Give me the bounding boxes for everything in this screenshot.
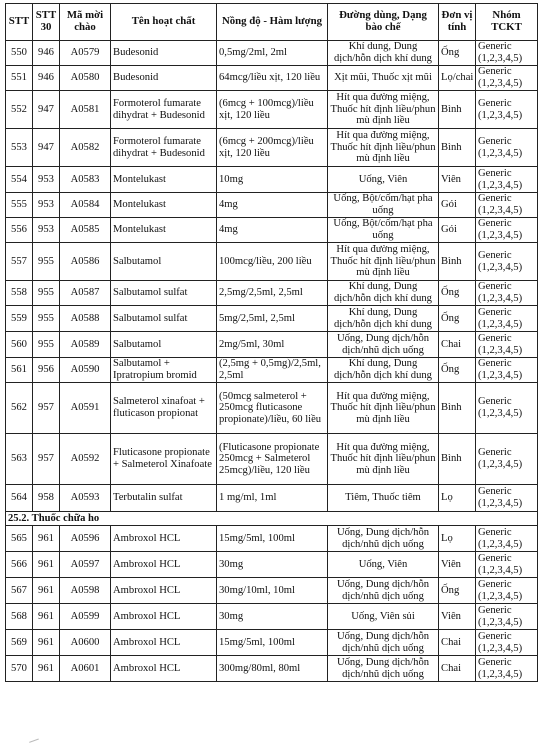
- cell-stt30: 961: [33, 604, 60, 630]
- cell-name: Salbutamol: [111, 332, 217, 358]
- table-row: [6, 66, 538, 91]
- cell-name: Ambroxol HCL: [111, 604, 217, 630]
- cell-concentration: 15mg/5ml, 100ml: [217, 630, 328, 656]
- cell-stt30: 955: [33, 281, 60, 306]
- cell-stt: 554: [6, 167, 33, 193]
- drug-table: [5, 3, 538, 682]
- cell-stt30: 953: [33, 167, 60, 193]
- cell-stt30: 956: [33, 358, 60, 383]
- cell-group: Generic (1,2,3,4,5): [476, 129, 538, 167]
- cell-unit: Lọ: [439, 485, 476, 512]
- cell-name: Formoterol fumarate dihydrat + Budesonid: [111, 91, 217, 129]
- cell-concentration: 1 mg/ml, 1ml: [217, 485, 328, 512]
- header-stt30: STT 30: [33, 4, 60, 41]
- cell-group: Generic (1,2,3,4,5): [476, 41, 538, 66]
- cell-name: Formoterol fumarate dihydrat + Budesonid: [111, 129, 217, 167]
- cell-route: Uống, Bột/cốm/hạt pha uống: [328, 218, 439, 243]
- cell-code: A0579: [60, 41, 111, 66]
- header-concentration: Nồng độ - Hàm lượng: [217, 4, 328, 41]
- cell-concentration: 5mg/2,5ml, 2,5ml: [217, 306, 328, 332]
- cell-group: Generic (1,2,3,4,5): [476, 167, 538, 193]
- cell-route: Uống, Dung dịch/hỗn dịch/nhũ dịch uống: [328, 630, 439, 656]
- header-unit: Đơn vị tính: [439, 4, 476, 41]
- cell-group: Generic (1,2,3,4,5): [476, 578, 538, 604]
- cell-code: A0588: [60, 306, 111, 332]
- cell-stt30: 961: [33, 552, 60, 578]
- cell-stt: 560: [6, 332, 33, 358]
- cell-group: Generic (1,2,3,4,5): [476, 243, 538, 281]
- table-row: [6, 91, 538, 129]
- cell-concentration: 30mg: [217, 604, 328, 630]
- cell-unit: Ống: [439, 41, 476, 66]
- cell-code: A0584: [60, 193, 111, 218]
- cell-route: Khí dung, Dung dịch/hỗn dịch khí dung: [328, 358, 439, 383]
- cell-route: Uống, Dung dịch/hỗn dịch/nhũ dịch uống: [328, 656, 439, 682]
- cell-route: Uống, Bột/cốm/hạt pha uống: [328, 193, 439, 218]
- cell-unit: Ống: [439, 281, 476, 306]
- cell-stt: 564: [6, 485, 33, 512]
- cell-concentration: (50mcg salmeterol + 250mcg fluticasone propionate)/liều, 60 liều: [217, 383, 328, 434]
- cell-stt: 569: [6, 630, 33, 656]
- cell-stt30: 961: [33, 526, 60, 552]
- table-row: [6, 218, 538, 243]
- scan-mark: [29, 739, 41, 749]
- cell-concentration: 0,5mg/2ml, 2ml: [217, 41, 328, 66]
- cell-name: Salbutamol sulfat: [111, 281, 217, 306]
- cell-name: Fluticasone propionate + Salmeterol Xinafoate: [111, 434, 217, 485]
- cell-name: Ambroxol HCL: [111, 578, 217, 604]
- cell-stt30: 946: [33, 66, 60, 91]
- cell-concentration: (6mcg + 200mcg)/liều xịt, 120 liều: [217, 129, 328, 167]
- cell-concentration: 300mg/80ml, 80ml: [217, 656, 328, 682]
- cell-code: A0589: [60, 332, 111, 358]
- cell-unit: Lọ/chai: [439, 66, 476, 91]
- cell-route: Hít qua đường miệng, Thuốc hít định liều/phun mù định liều: [328, 383, 439, 434]
- cell-unit: Viên: [439, 552, 476, 578]
- cell-concentration: 2mg/5ml, 30ml: [217, 332, 328, 358]
- cell-stt: 550: [6, 41, 33, 66]
- cell-group: Generic (1,2,3,4,5): [476, 193, 538, 218]
- cell-code: A0596: [60, 526, 111, 552]
- cell-stt: 553: [6, 129, 33, 167]
- cell-code: A0581: [60, 91, 111, 129]
- cell-unit: Ống: [439, 306, 476, 332]
- cell-stt: 570: [6, 656, 33, 682]
- cell-group: Generic (1,2,3,4,5): [476, 485, 538, 512]
- cell-concentration: 64mcg/liều xịt, 120 liều: [217, 66, 328, 91]
- cell-stt: 557: [6, 243, 33, 281]
- table-row: [6, 281, 538, 306]
- cell-concentration: 10mg: [217, 167, 328, 193]
- cell-stt: 566: [6, 552, 33, 578]
- cell-code: A0593: [60, 485, 111, 512]
- cell-unit: Bình: [439, 434, 476, 485]
- table-row: [6, 485, 538, 512]
- cell-stt30: 955: [33, 306, 60, 332]
- cell-route: Uống, Viên: [328, 167, 439, 193]
- cell-unit: Bình: [439, 243, 476, 281]
- table-row: [6, 41, 538, 66]
- cell-group: Generic (1,2,3,4,5): [476, 66, 538, 91]
- cell-code: A0592: [60, 434, 111, 485]
- cell-group: Generic (1,2,3,4,5): [476, 383, 538, 434]
- table-row: [6, 167, 538, 193]
- header-row: [6, 4, 538, 41]
- header-name: Tên hoạt chất: [111, 4, 217, 41]
- header-code: Mã mời chào: [60, 4, 111, 41]
- table-row: [6, 306, 538, 332]
- cell-route: Khí dung, Dung dịch/hỗn dịch khí dung: [328, 281, 439, 306]
- cell-route: Hít qua đường miệng, Thuốc hít định liều/phun mù định liều: [328, 129, 439, 167]
- table-row: [6, 129, 538, 167]
- cell-unit: Viên: [439, 167, 476, 193]
- cell-code: A0586: [60, 243, 111, 281]
- cell-code: A0600: [60, 630, 111, 656]
- cell-name: Salmeterol xinafoat + fluticason propionat: [111, 383, 217, 434]
- cell-stt30: 955: [33, 332, 60, 358]
- table-row: [6, 193, 538, 218]
- cell-route: Xịt mũi, Thuốc xịt mũi: [328, 66, 439, 91]
- table-row: [6, 656, 538, 682]
- cell-name: Terbutalin sulfat: [111, 485, 217, 512]
- header-group: Nhóm TCKT: [476, 4, 538, 41]
- cell-stt: 558: [6, 281, 33, 306]
- cell-route: Uống, Viên sủi: [328, 604, 439, 630]
- cell-group: Generic (1,2,3,4,5): [476, 281, 538, 306]
- cell-name: Ambroxol HCL: [111, 526, 217, 552]
- cell-concentration: 100mcg/liều, 200 liều: [217, 243, 328, 281]
- cell-name: Salbutamol: [111, 243, 217, 281]
- cell-concentration: 2,5mg/2,5ml, 2,5ml: [217, 281, 328, 306]
- table-row: [6, 630, 538, 656]
- cell-concentration: (6mcg + 100mcg)/liều xịt, 120 liều: [217, 91, 328, 129]
- cell-group: Generic (1,2,3,4,5): [476, 306, 538, 332]
- cell-group: Generic (1,2,3,4,5): [476, 332, 538, 358]
- cell-group: Generic (1,2,3,4,5): [476, 656, 538, 682]
- cell-name: Budesonid: [111, 66, 217, 91]
- table-row: [6, 526, 538, 552]
- cell-route: Khí dung, Dung dịch/hỗn dịch khí dung: [328, 41, 439, 66]
- cell-name: Budesonid: [111, 41, 217, 66]
- cell-stt: 568: [6, 604, 33, 630]
- cell-stt30: 953: [33, 193, 60, 218]
- cell-unit: Viên: [439, 604, 476, 630]
- table-row: [6, 332, 538, 358]
- cell-name: Ambroxol HCL: [111, 552, 217, 578]
- cell-code: A0590: [60, 358, 111, 383]
- cell-route: Uống, Dung dịch/hỗn dịch/nhũ dịch uống: [328, 526, 439, 552]
- table-row: [6, 243, 538, 281]
- cell-route: Uống, Dung dịch/hỗn dịch/nhũ dịch uống: [328, 332, 439, 358]
- cell-unit: Gói: [439, 218, 476, 243]
- cell-stt30: 957: [33, 434, 60, 485]
- table-row: [6, 552, 538, 578]
- cell-code: A0585: [60, 218, 111, 243]
- cell-unit: Bình: [439, 383, 476, 434]
- cell-stt: 561: [6, 358, 33, 383]
- cell-name: Montelukast: [111, 167, 217, 193]
- cell-route: Khí dung, Dung dịch/hỗn dịch khí dung: [328, 306, 439, 332]
- section-title: 25.2. Thuốc chữa ho: [6, 512, 538, 526]
- header-stt: STT: [6, 4, 33, 41]
- cell-stt: 567: [6, 578, 33, 604]
- cell-stt: 563: [6, 434, 33, 485]
- cell-stt: 556: [6, 218, 33, 243]
- cell-stt: 552: [6, 91, 33, 129]
- cell-code: A0580: [60, 66, 111, 91]
- cell-stt: 559: [6, 306, 33, 332]
- cell-unit: Ống: [439, 358, 476, 383]
- cell-stt30: 955: [33, 243, 60, 281]
- cell-name: Salbutamol sulfat: [111, 306, 217, 332]
- cell-stt: 555: [6, 193, 33, 218]
- cell-unit: Chai: [439, 656, 476, 682]
- cell-concentration: 30mg/10ml, 10ml: [217, 578, 328, 604]
- table-row: [6, 578, 538, 604]
- cell-route: Uống, Dung dịch/hỗn dịch/nhũ dịch uống: [328, 578, 439, 604]
- cell-stt30: 946: [33, 41, 60, 66]
- cell-concentration: 15mg/5ml, 100ml: [217, 526, 328, 552]
- cell-code: A0587: [60, 281, 111, 306]
- table-row: [6, 358, 538, 383]
- cell-name: Salbutamol + Ipratropium bromid: [111, 358, 217, 383]
- cell-concentration: (Fluticasone propionate 250mcg + Salmeterol 25mcg)/liều, 120 liều: [217, 434, 328, 485]
- cell-stt30: 947: [33, 91, 60, 129]
- cell-concentration: 30mg: [217, 552, 328, 578]
- cell-unit: Bình: [439, 129, 476, 167]
- cell-stt30: 958: [33, 485, 60, 512]
- cell-unit: Ống: [439, 578, 476, 604]
- cell-stt30: 957: [33, 383, 60, 434]
- cell-group: Generic (1,2,3,4,5): [476, 218, 538, 243]
- cell-group: Generic (1,2,3,4,5): [476, 91, 538, 129]
- cell-unit: Lọ: [439, 526, 476, 552]
- table-row: [6, 434, 538, 485]
- cell-name: Ambroxol HCL: [111, 630, 217, 656]
- cell-stt30: 961: [33, 656, 60, 682]
- cell-stt30: 947: [33, 129, 60, 167]
- cell-route: Uống, Viên: [328, 552, 439, 578]
- cell-code: A0591: [60, 383, 111, 434]
- cell-code: A0599: [60, 604, 111, 630]
- table-row: [6, 604, 538, 630]
- cell-concentration: (2,5mg + 0,5mg)/2,5ml, 2,5ml: [217, 358, 328, 383]
- cell-unit: Chai: [439, 332, 476, 358]
- cell-unit: Bình: [439, 91, 476, 129]
- cell-route: Tiêm, Thuốc tiêm: [328, 485, 439, 512]
- cell-group: Generic (1,2,3,4,5): [476, 434, 538, 485]
- cell-group: Generic (1,2,3,4,5): [476, 358, 538, 383]
- cell-stt: 551: [6, 66, 33, 91]
- header-route: Đường dùng, Dạng bào chế: [328, 4, 439, 41]
- cell-unit: Gói: [439, 193, 476, 218]
- section-row: [6, 512, 538, 526]
- cell-code: A0583: [60, 167, 111, 193]
- cell-stt: 565: [6, 526, 33, 552]
- cell-group: Generic (1,2,3,4,5): [476, 630, 538, 656]
- cell-stt30: 961: [33, 578, 60, 604]
- cell-stt30: 953: [33, 218, 60, 243]
- cell-route: Hít qua đường miệng, Thuốc hít định liều/phun mù định liều: [328, 434, 439, 485]
- cell-name: Ambroxol HCL: [111, 656, 217, 682]
- cell-name: Montelukast: [111, 193, 217, 218]
- cell-group: Generic (1,2,3,4,5): [476, 552, 538, 578]
- cell-code: A0582: [60, 129, 111, 167]
- cell-code: A0597: [60, 552, 111, 578]
- cell-group: Generic (1,2,3,4,5): [476, 526, 538, 552]
- table-row: [6, 383, 538, 434]
- cell-concentration: 4mg: [217, 193, 328, 218]
- cell-stt: 562: [6, 383, 33, 434]
- cell-concentration: 4mg: [217, 218, 328, 243]
- cell-stt30: 961: [33, 630, 60, 656]
- cell-name: Montelukast: [111, 218, 217, 243]
- cell-route: Hít qua đường miệng, Thuốc hít định liều/phun mù định liều: [328, 91, 439, 129]
- cell-code: A0601: [60, 656, 111, 682]
- cell-unit: Chai: [439, 630, 476, 656]
- cell-route: Hít qua đường miệng, Thuốc hít định liều/phun mù định liều: [328, 243, 439, 281]
- cell-code: A0598: [60, 578, 111, 604]
- cell-group: Generic (1,2,3,4,5): [476, 604, 538, 630]
